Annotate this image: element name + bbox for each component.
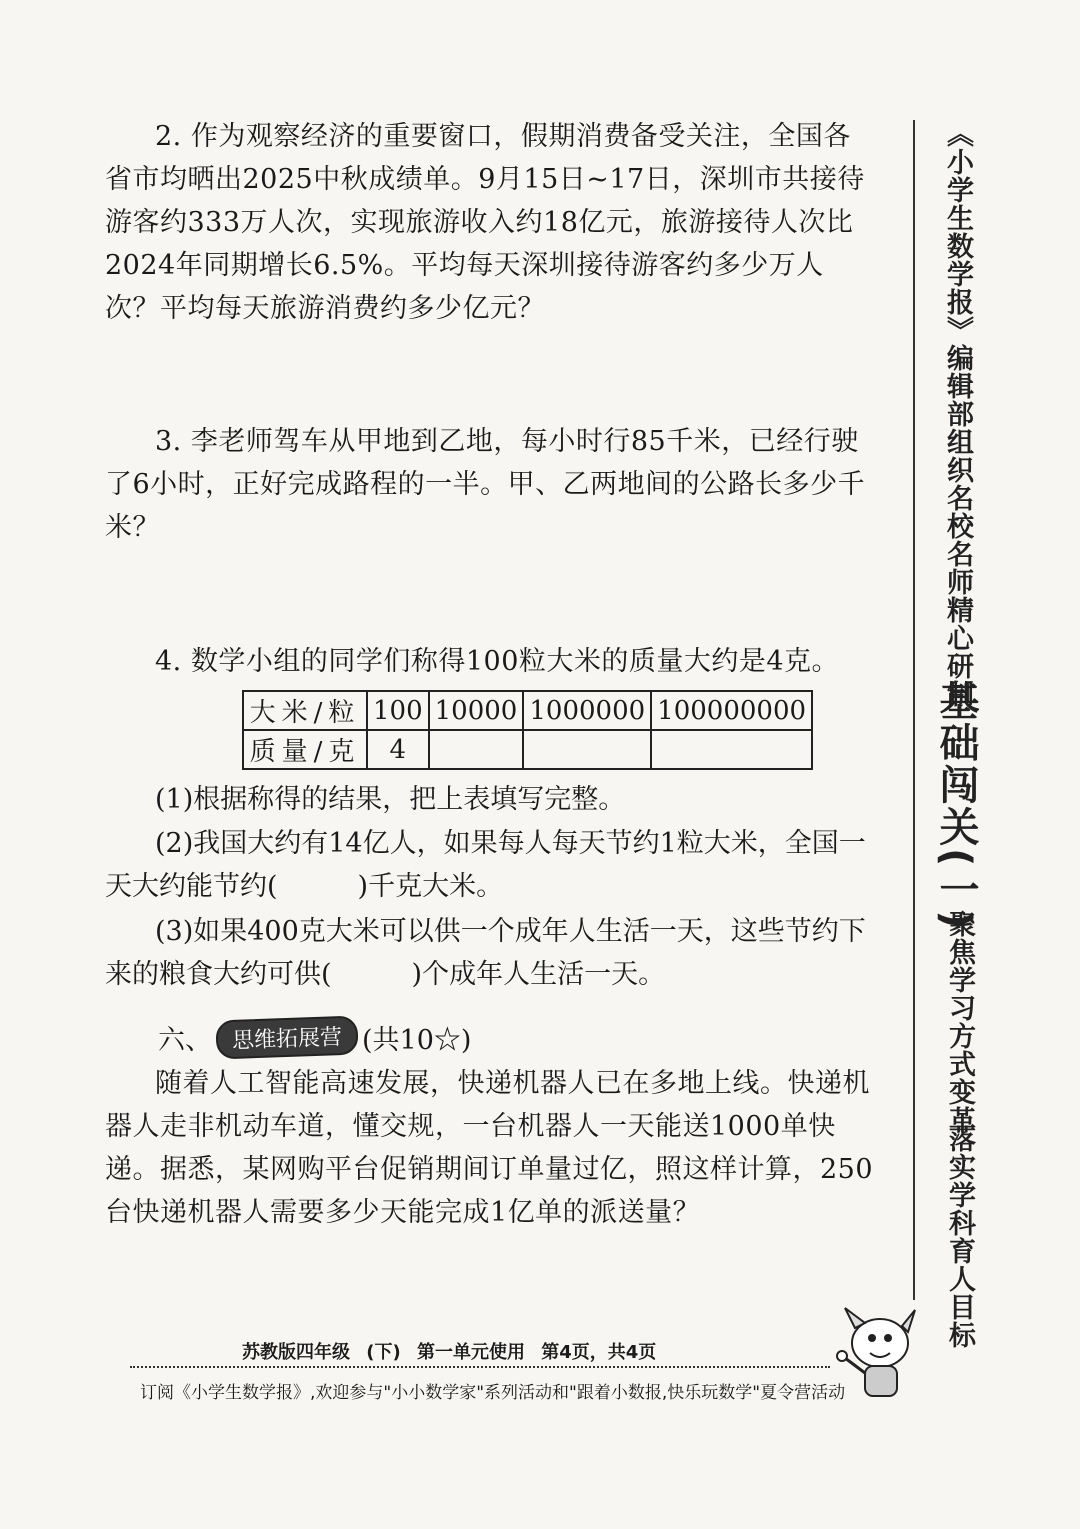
table-header-mass: 质量/克: [243, 730, 367, 769]
part-3-text-b: )个成年人生活一天。: [411, 959, 666, 990]
table-cell-blank[interactable]: [651, 730, 812, 769]
cartoon-mascot-icon: [820, 1298, 930, 1408]
footer-edition: 苏教版四年级 (下) 第一单元使用 第4页，共4页: [242, 1342, 657, 1363]
table-cell: 1000000: [523, 691, 651, 730]
section-6-heading: [158, 1018, 471, 1057]
footer-subscribe: 订阅《小学生数学报》,欢迎参与"小小数学家"系列活动和"跟着小数报,快乐玩数学"夏令营活动: [140, 1383, 846, 1403]
question-4: 4. 数学小组的同学们称得100粒大米的质量大约是4克。: [155, 646, 840, 677]
sidebar-publisher-note: 《小学生数学报》编辑部组织名校名师精心研制: [942, 120, 973, 708]
part-3-text-a: (3)如果400克大米可以供一个成年人生活一天，这些节约下来的粮食大约可供(: [105, 916, 866, 990]
question-4-part-1: (1)根据称得的结果，把上表填写完整。: [155, 784, 626, 815]
sidebar-title: 基础闯关(一): [933, 680, 979, 931]
table-header-grains: 大米/粒: [243, 691, 367, 730]
table-row: [243, 730, 812, 769]
section-points: (共10☆): [362, 1025, 472, 1056]
table-cell-blank[interactable]: [523, 730, 651, 769]
footer-divider: [130, 1366, 830, 1368]
question-4-part-2: [105, 822, 875, 908]
table-row: [243, 691, 812, 730]
question-3: 3. 李老师驾车从甲地到乙地，每小时行85千米，已经行驶了6小时，正好完成路程的一半。甲、乙两地间的公路长多少千米？: [105, 426, 866, 543]
part-2-text-b: )千克大米。: [357, 871, 504, 902]
part-2-text-a: (2)我国大约有14亿人，如果每人每天节约1粒大米，全国一天大约能节约(: [105, 828, 866, 902]
table-cell: 100000000: [651, 691, 812, 730]
table-cell-blank[interactable]: [429, 730, 524, 769]
sidebar-divider: [913, 120, 915, 1300]
sidebar-slogan-2: 落实学科育人目标: [944, 1125, 975, 1349]
sidebar-slogan-1: 聚焦学习方式变革: [944, 910, 975, 1134]
section-banner: 思维拓展营: [215, 1016, 358, 1060]
table-cell: 10000: [429, 691, 524, 730]
question-2: 2. 作为观察经济的重要窗口，假期消费备受关注，全国各省市均晒出2025中秋成绩单。9月15日~17日，深圳市共接待游客约333万人次，实现旅游收入约18亿元，旅游接待人次比2024年同期增长6.5%。平均每天深圳接待游客约多少万人次？平均每天旅游消费约多少亿元？: [105, 121, 865, 324]
section-number: 六、: [158, 1025, 212, 1056]
rice-table: [242, 690, 813, 770]
section-6-question: 随着人工智能高速发展，快递机器人已在多地上线。快递机器人走非机动车道，懂交规，一台机器人一天能送1000单快递。据悉，某网购平台促销期间订单量过亿，照这样计算，250台快递机器人需要多少天能完成1亿单的派送量？: [105, 1068, 874, 1228]
table-cell: 4: [367, 730, 429, 769]
question-4-part-3: [105, 910, 875, 996]
table-cell: 100: [367, 691, 429, 730]
